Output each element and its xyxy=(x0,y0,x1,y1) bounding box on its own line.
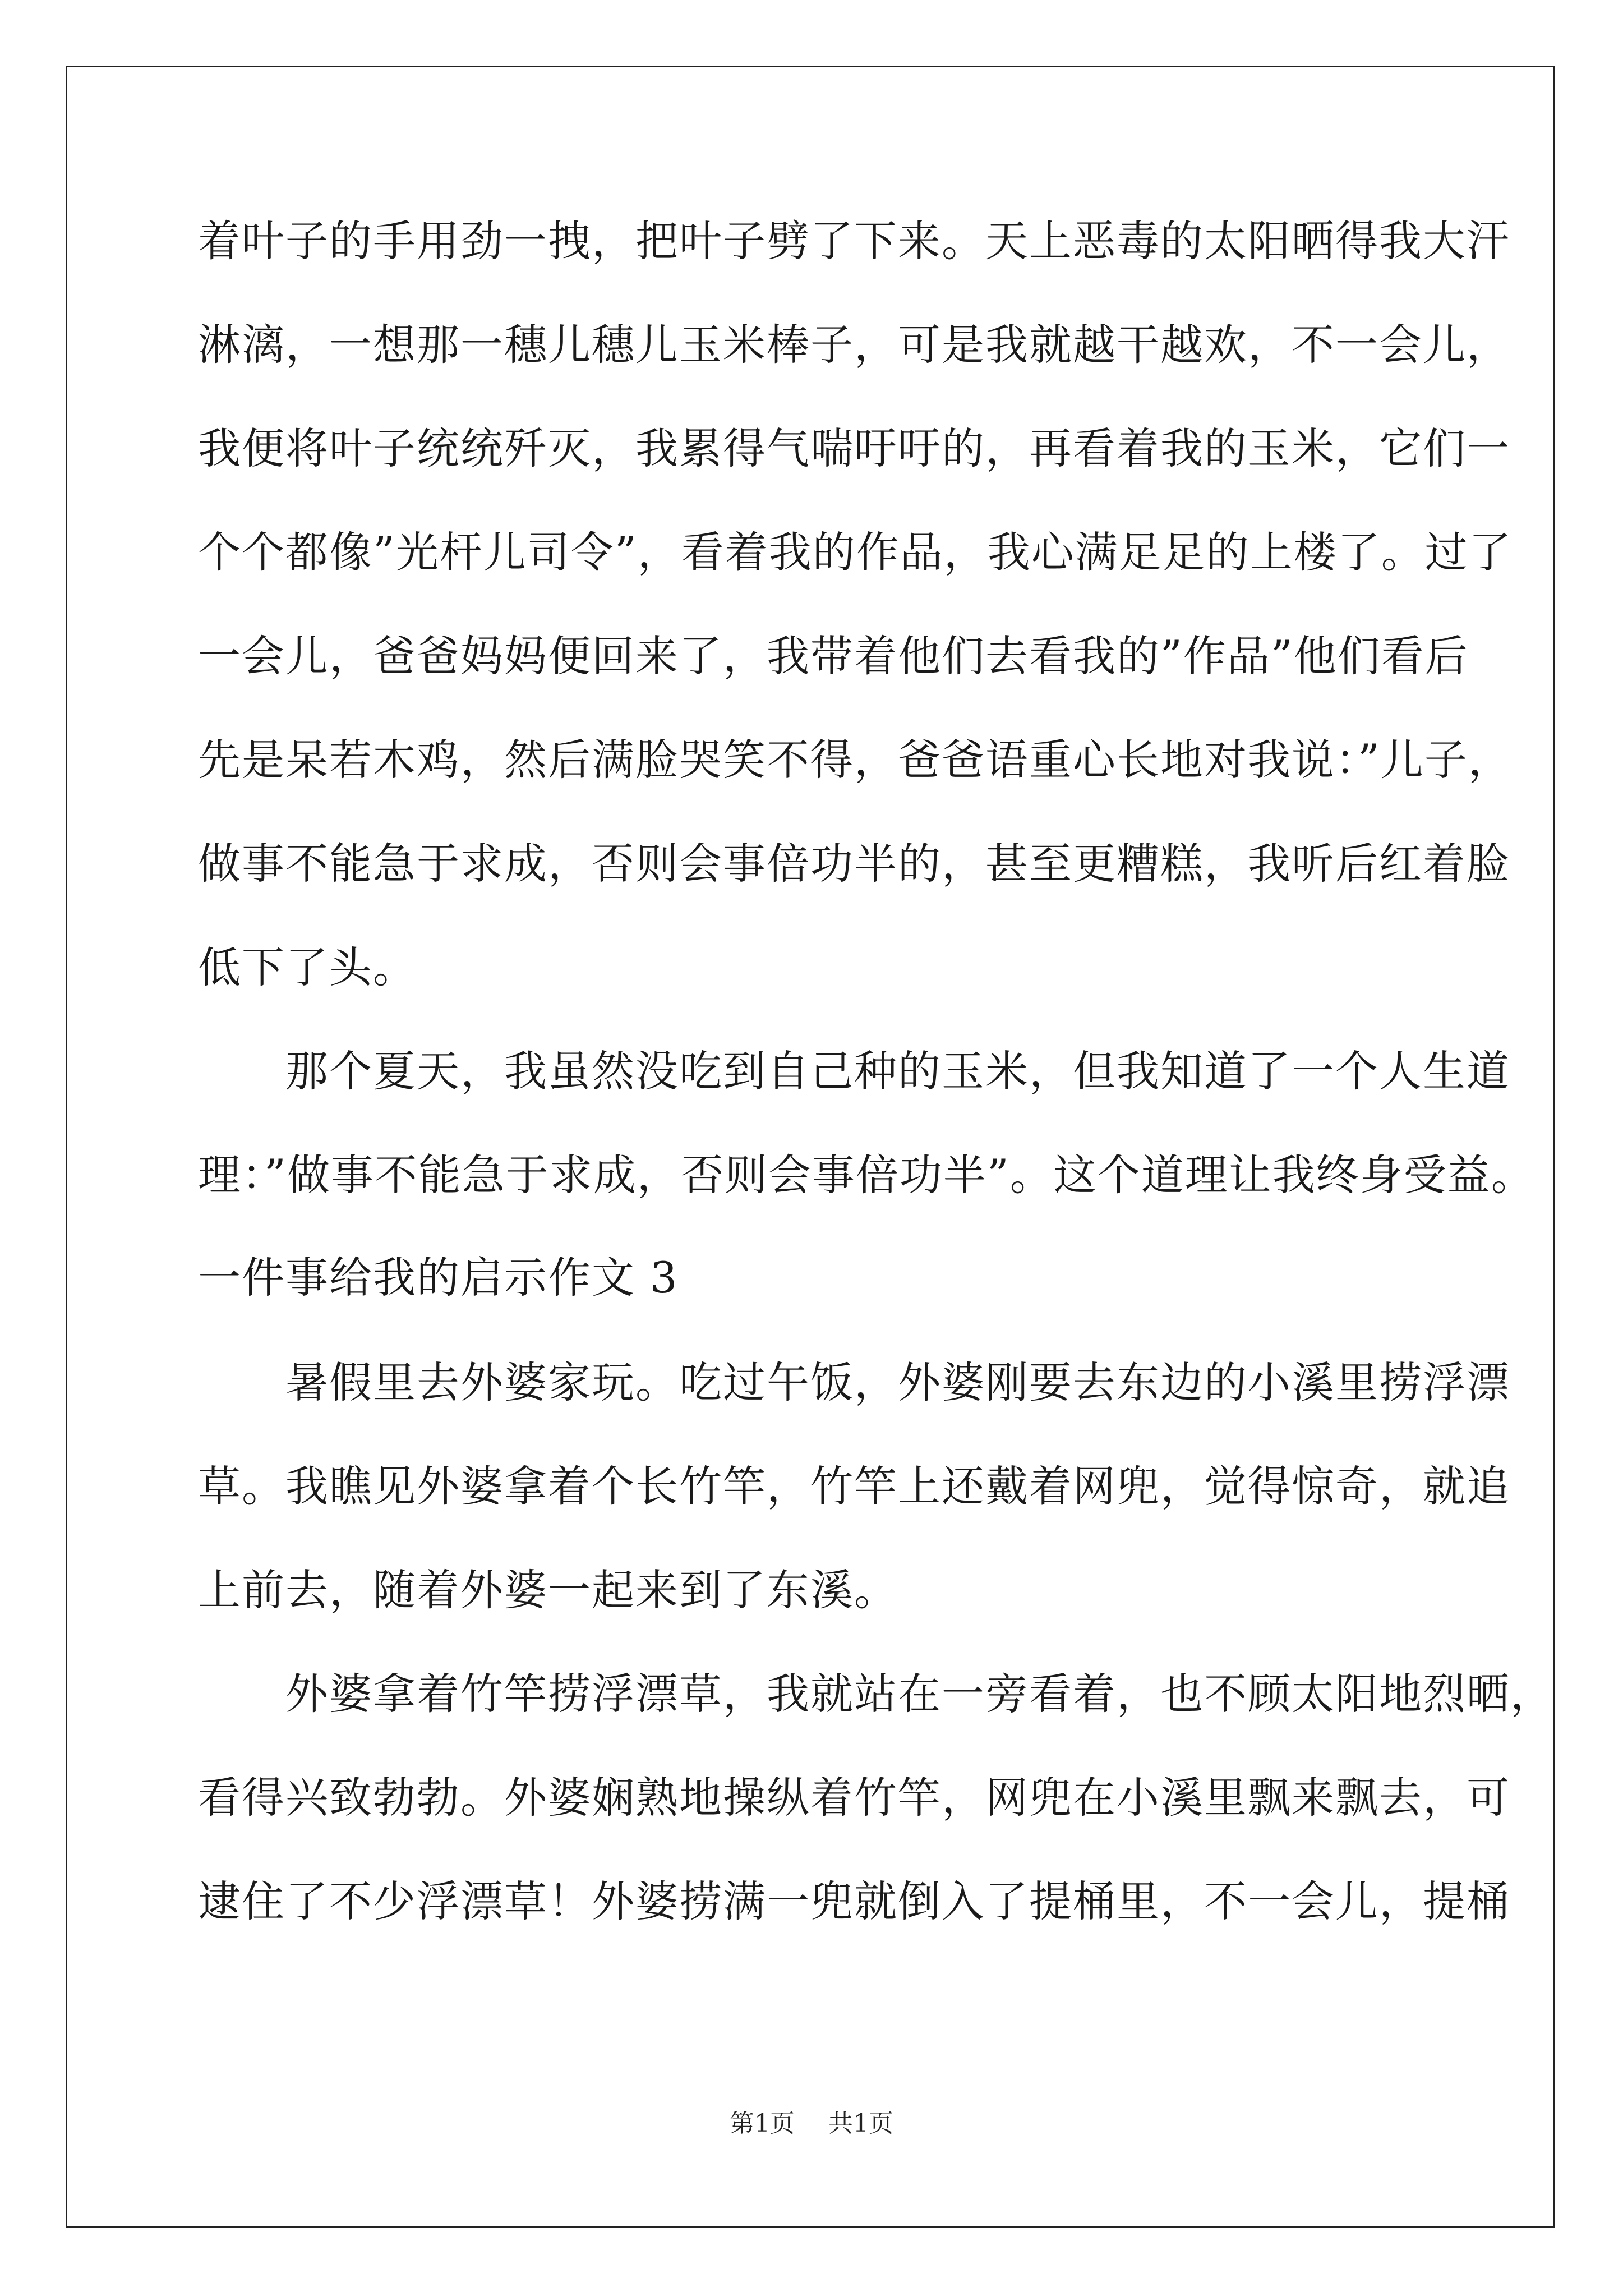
text-line: 外婆拿着竹竿捞浮漂草，我就站在一旁看着，也不顾太阳地烈晒， xyxy=(198,1669,1554,1719)
text-line: 草。我瞧见外婆拿着个长竹竿，竹竿上还戴着网兜，觉得惊奇，就追 xyxy=(198,1461,1510,1511)
text-line: 先是呆若木鸡，然后满脸哭笑不得，爸爸语重心长地对我说：”儿子， xyxy=(198,735,1512,785)
text-line: 看得兴致勃勃。外婆娴熟地操纵着竹竿，网兜在小溪里飘来飘去，可 xyxy=(198,1773,1510,1823)
text-line: 那个夏天，我虽然没吃到自己种的玉米，但我知道了一个人生道 xyxy=(198,1046,1510,1096)
text-line: 上前去，随着外婆一起来到了东溪。 xyxy=(198,1565,898,1615)
text-line: 个个都像”光杆儿司令”，看着我的作品，我心满足足的上楼了。过了 xyxy=(198,527,1513,577)
text-line: 着叶子的手用劲一拽，把叶子劈了下来。天上恶毒的太阳晒得我大汗 xyxy=(198,216,1510,266)
page-footer xyxy=(0,2107,1623,2141)
text-line: 做事不能急于求成，否则会事倍功半的，甚至更糟糕，我听后红着脸 xyxy=(198,839,1510,889)
text-line: 低下了头。 xyxy=(198,942,417,992)
text-line: 暑假里去外婆家玩。吃过午饭，外婆刚要去东边的小溪里捞浮漂 xyxy=(198,1358,1510,1407)
page-number: 第1页 xyxy=(730,2109,795,2138)
text-line: 一会儿，爸爸妈妈便回来了，我带着他们去看我的”作品”他们看后 xyxy=(198,631,1469,681)
section-heading: 一件事给我的启示作文 3 xyxy=(198,1253,679,1303)
page-total: 共1页 xyxy=(828,2109,893,2138)
text-line: 逮住了不少浮漂草！外婆捞满一兜就倒入了提桶里，不一会儿，提桶 xyxy=(198,1876,1510,1926)
text-line: 我便将叶子统统歼灭，我累得气喘吁吁的，再看着我的玉米，它们一 xyxy=(198,424,1510,473)
text-line: 淋漓，一想那一穗儿穗儿玉米棒子，可是我就越干越欢，不一会儿， xyxy=(198,320,1510,370)
text-line: 理：”做事不能急于求成，否则会事倍功半”。这个道理让我终身受益。 xyxy=(198,1150,1535,1200)
